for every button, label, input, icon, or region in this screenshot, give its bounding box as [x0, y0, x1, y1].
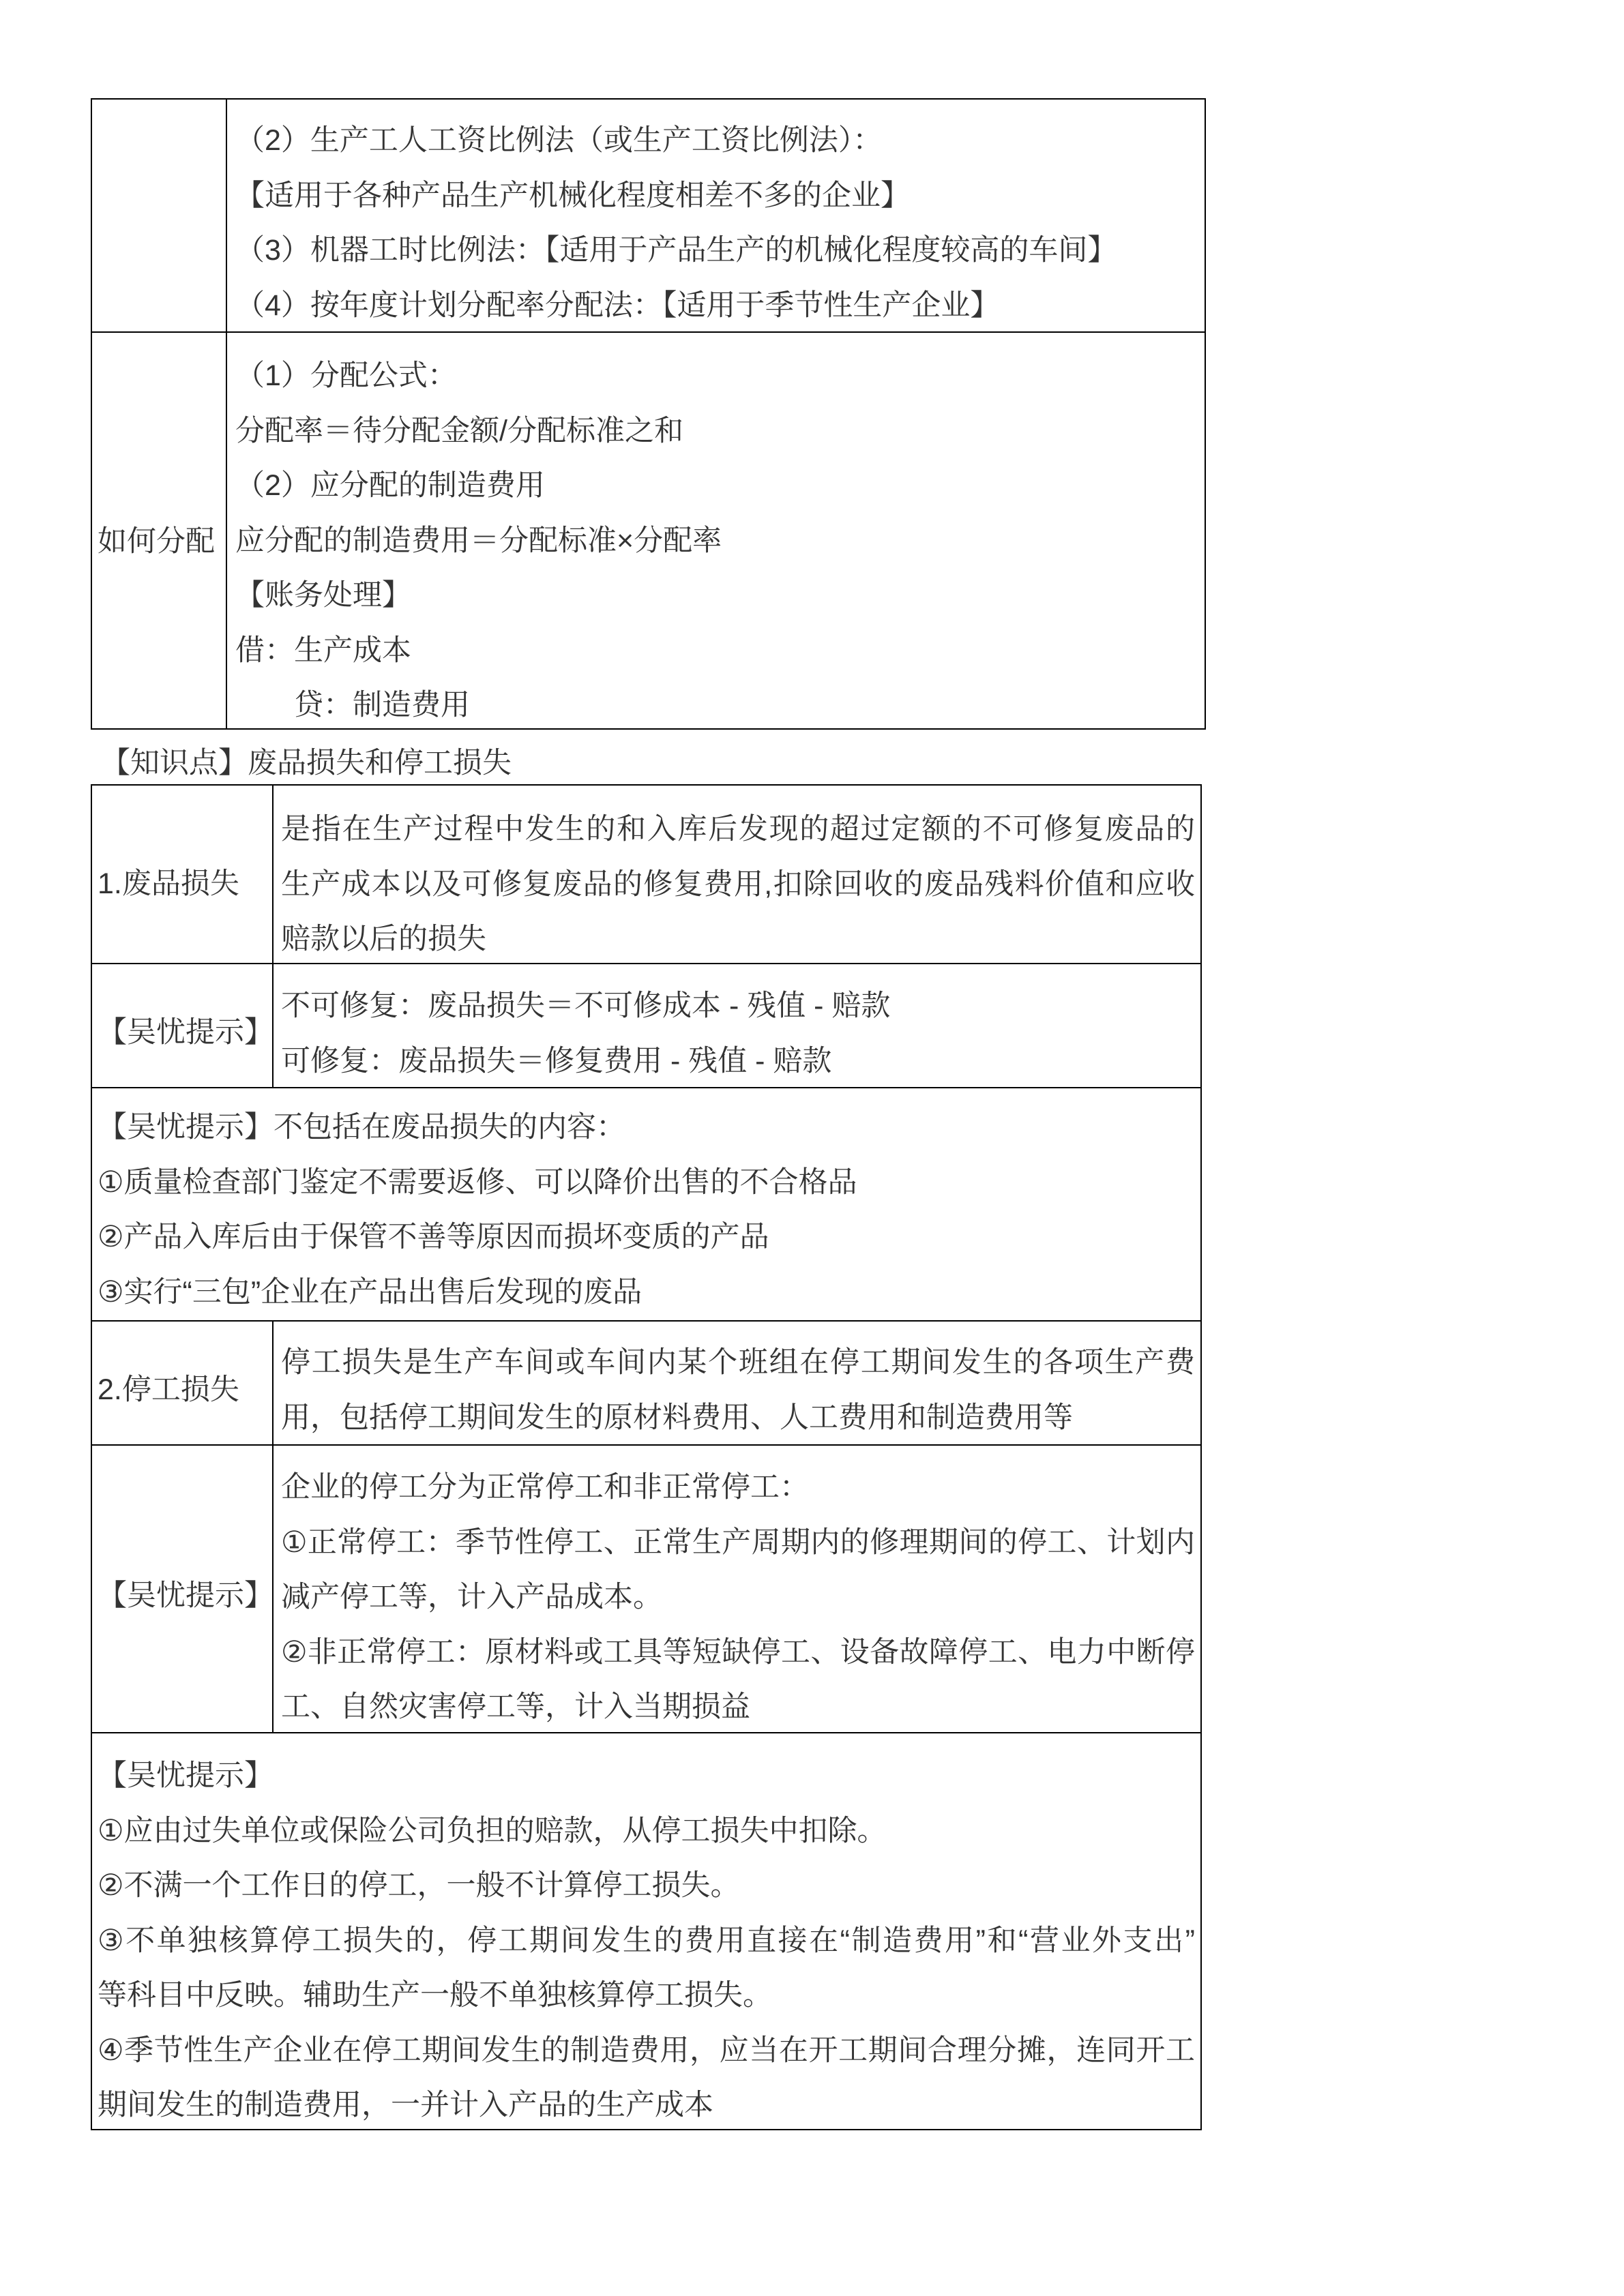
content-line: 生产成本以及可修复废品的修复费用,扣除回收的废品残料价值和应收: [281, 867, 1195, 901]
table-row-shutdown-notes: [92, 1733, 1200, 2129]
content-line: 停工损失是生产车间或车间内某个班组在停工期间发生的各项生产费: [281, 1346, 1195, 1379]
content-line: ①正常停工：季节性停工、正常生产周期内的修理期间的停工、计划内: [281, 1525, 1195, 1559]
content-line: ②产品入库后由于保管不善等原因而损坏变质的产品: [98, 1221, 769, 1253]
content-line: 减产停工等，计入产品成本。: [281, 1581, 662, 1613]
row-label: [92, 333, 227, 728]
content-line: 企业的停工分为正常停工和非正常停工：: [281, 1471, 809, 1504]
formula-line: 不可修复：废品损失＝不可修成本 - 残值 - 赔款: [281, 989, 891, 1022]
content-line: 【账务处理】: [235, 579, 411, 612]
formula-line: 可修复：废品损失＝修复费用 - 残值 - 赔款: [281, 1044, 832, 1077]
row-content: [227, 333, 1205, 728]
content-line: 等科目中反映。辅助生产一般不单独核算停工损失。: [98, 1979, 772, 2012]
row-label-text: 1.废品损失: [98, 867, 239, 901]
journal-debit-line: 借：生产成本: [235, 633, 411, 667]
content-line: ②非正常停工：原材料或工具等短缺停工、设备故障停工、电力中断停: [281, 1635, 1195, 1669]
table-row-shutdown-loss: [92, 1322, 1200, 1446]
row-content-full-width: [92, 1733, 1200, 2129]
row-label-text: 【吴忧提示】: [98, 1579, 274, 1613]
row-label: [92, 786, 274, 963]
content-line: ①应由过失单位或保险公司负担的赔款，从停工损失中扣除。: [98, 1814, 887, 1847]
row-content: [274, 1446, 1200, 1732]
table-row-scrap-loss: [92, 786, 1200, 964]
content-line: 工、自然灾害停工等，计入当期损益: [281, 1690, 750, 1723]
content-line: ①质量检查部门鉴定不需要返修、可以降价出售的不合格品: [98, 1165, 857, 1199]
content-line: （4）按年度计划分配率分配法：【适用于季节性生产企业】: [235, 288, 1000, 322]
content-line: 【适用于各种产品生产机械化程度相差不多的企业】: [235, 179, 910, 212]
content-line: （2）生产工人工资比例法（或生产工资比例法）：: [235, 124, 883, 157]
content-line: 【吴忧提示】不包括在废品损失的内容：: [98, 1111, 625, 1144]
table-row-scrap-loss-tip: [92, 964, 1200, 1088]
section-heading: 【知识点】废品损失和停工损失: [101, 747, 512, 779]
content-line: 【吴忧提示】: [98, 1759, 274, 1792]
row-content: [274, 786, 1200, 963]
content-line: （1）分配公式：: [235, 359, 457, 392]
content-line: （2）应分配的制造费用: [235, 469, 545, 502]
table-row-scrap-exclusions: [92, 1088, 1200, 1322]
row-content-full-width: [92, 1088, 1200, 1320]
content-line: ④季节性生产企业在停工期间发生的制造费用，应当在开工期间合理分摊，连同开工: [98, 2033, 1195, 2067]
row-label-text: 2.停工损失: [98, 1373, 239, 1407]
formula-line: 应分配的制造费用＝分配标准×分配率: [235, 524, 722, 557]
content-line: 期间发生的制造费用，一并计入产品的生产成本: [98, 2089, 713, 2121]
content-line: ③实行“三包”企业在产品出售后发现的废品: [98, 1275, 643, 1309]
row-label-text: 【吴忧提示】: [98, 1016, 274, 1049]
table-row-allocation-methods: [92, 100, 1205, 333]
row-label: [92, 1446, 274, 1732]
formula-line: 分配率＝待分配金额/分配标准之和: [235, 414, 683, 447]
losses-table: [91, 784, 1202, 2130]
row-content: [227, 100, 1205, 331]
row-label: [92, 1322, 274, 1444]
row-label: [92, 100, 227, 331]
content-line: 用，包括停工期间发生的原材料费用、人工费用和制造费用等: [281, 1401, 1073, 1434]
continued-table: [91, 98, 1206, 730]
row-content: [274, 964, 1200, 1087]
row-content: [274, 1322, 1200, 1444]
table-row-how-to-allocate: [92, 333, 1205, 728]
content-line: ③不单独核算停工损失的，停工期间发生的费用直接在“制造费用”和“营业外支出”: [98, 1924, 1195, 1957]
content-line: （3）机器工时比例法：【适用于产品生产的机械化程度较高的车间】: [235, 234, 1117, 267]
row-label-text: 如何分配: [98, 525, 215, 558]
content-line: 赔款以后的损失: [281, 923, 486, 955]
journal-credit-line: 贷：制造费用: [235, 689, 470, 721]
table-row-shutdown-loss-tip: [92, 1446, 1200, 1733]
content-line: 是指在生产过程中发生的和入库后发现的超过定额的不可修复废品的: [281, 813, 1195, 846]
content-line: ②不满一个工作日的停工，一般不计算停工损失。: [98, 1869, 740, 1902]
row-label: [92, 964, 274, 1087]
